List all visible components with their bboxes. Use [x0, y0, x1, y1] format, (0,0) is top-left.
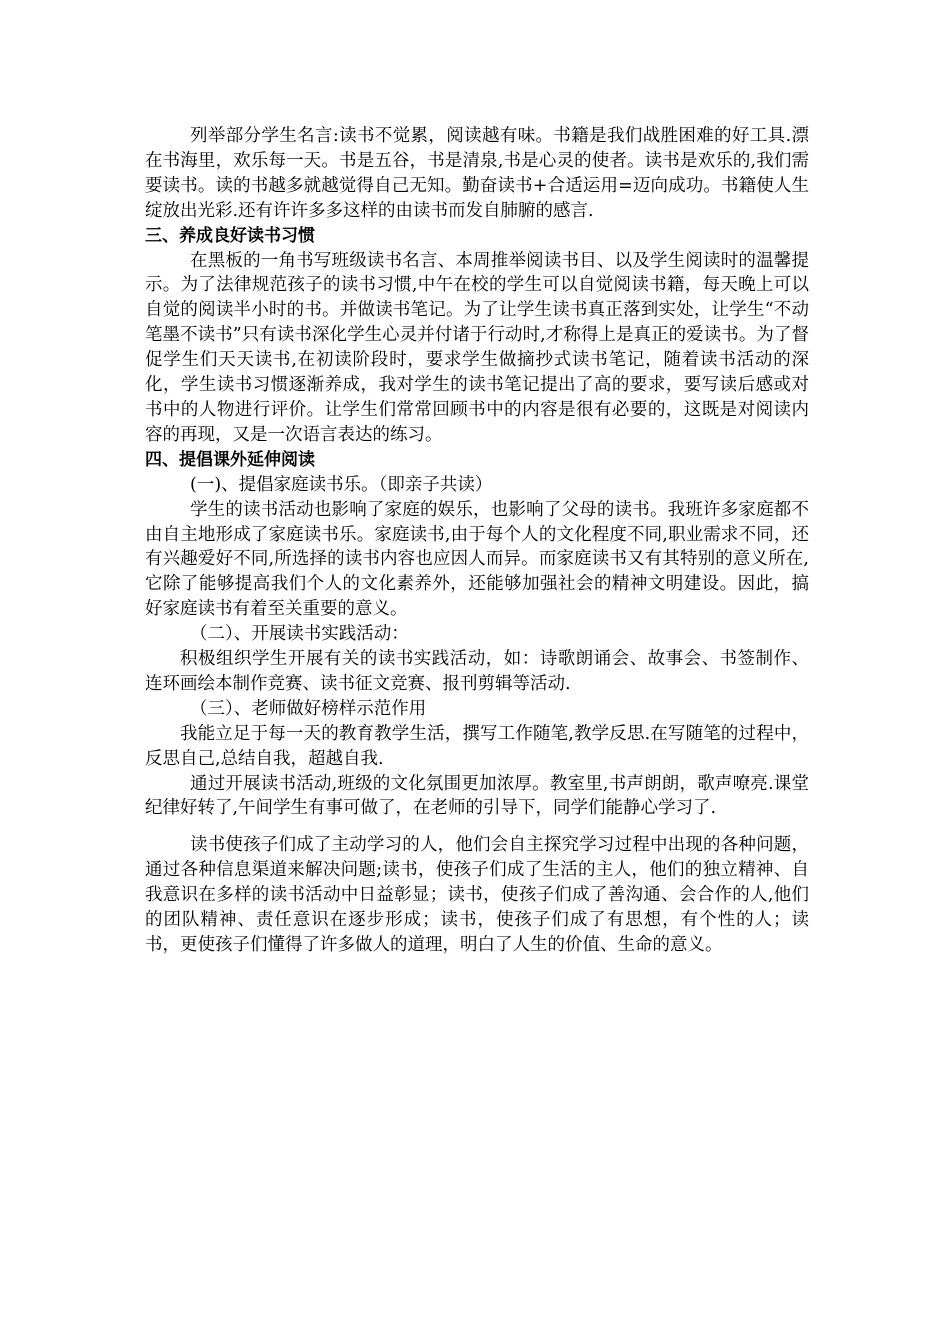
paragraph-reading-activities: 积极组织学生开展有关的读书实践活动，如：诗歌朗诵会、故事会、书签制作、连环画绘本制作竞赛、读书征文竞赛、报刊剪辑等活动.	[145, 649, 809, 694]
section-heading-extended-reading: 四、提倡课外延伸阅读	[145, 449, 315, 470]
subheading-teacher-example: （三）、老师做好榜样示范作用	[190, 698, 427, 719]
paragraph-family-reading: 学生的读书活动也影响了家庭的娱乐，也影响了父母的读书。我班许多家庭都不由自主地形成了家庭读书乐。家庭读书,由于每个人的文化程度不同,职业需求不同，还有兴趣爱好不同,所选择的读书内容也应因人而异。而家庭读书又有其特别的意义所在,它除了能够提高我们个人的文化素养外，还能够加强社会的精神文明建设。因此，搞好家庭读书有着至关重要的意义。	[145, 499, 809, 620]
paragraph-class-atmosphere: 通过开展读书活动,班级的文化氛围更加浓厚。教室里,书声朗朗，歌声嘹亮.课堂纪律好转了,午间学生有事可做了，在老师的引导下，同学们能静心学习了.	[145, 773, 809, 819]
subheading-reading-activities: （二）、开展读书实践活动：	[190, 624, 409, 645]
paragraph-teacher-example: 我能立足于每一天的教育教学生活，撰写工作随笔,教学反思.在写随笔的过程中，反思自己,总结自我，超越自我.	[145, 723, 809, 769]
paragraph-student-quotes: 列举部分学生名言:读书不觉累，阅读越有味。书籍是我们战胜困难的好工具.漂在书海里，欢乐每一天。书是五谷，书是清泉,书是心灵的使者。读书是欢乐的,我们需要读书。读的书越多就越觉得自己无知。勤奋读书+合适运用=迈向成功。书籍使人生绽放出光彩.还有许许多多这样的由读书而发自肺腑的感言.	[145, 126, 809, 221]
section-heading-reading-habits: 三、养成良好读书习惯	[145, 225, 315, 246]
document-page	[145, 124, 809, 958]
subheading-family-reading: (一)、提倡家庭读书乐。（即亲子共读）	[190, 474, 493, 495]
paragraph-reading-habits: 在黑板的一角书写班级读书名言、本周推举阅读书目、以及学生阅读时的温馨提示。为了法律规范孩子的读书习惯,中午在校的学生可以自觉阅读书籍，每天晚上可以自觉的阅读半小时的书。并做读书笔记。为了让学生读书真正落到实处，让学生“不动笔墨不读书”只有读书深化学生心灵并付诸于行动时,才称得上是真正的爱读书。为了督促学生们天天读书,在初读阶段时，要求学生做摘抄式读书笔记，随着读书活动的深化，学生读书习惯逐渐养成，我对学生的读书笔记提出了高的要求，要写读后感或对书中的人物进行评价。让学生们常常回顾书中的内容是很有必要的，这既是对阅读内容的再现，又是一次语言表达的练习。	[145, 250, 809, 445]
paragraph-reading-benefits: 读书使孩子们成了主动学习的人，他们会自主探究学习过程中出现的各种问题，通过各种信息渠道来解决问题;读书，使孩子们成了生活的主人，他们的独立精神、自我意识在多样的读书活动中日益彰显；读书，使孩子们成了善沟通、会合作的人,他们的团队精神、责任意识在逐步形成；读书，使孩子们成了有思想，有个性的人；读书，更使孩子们懂得了许多做人的道理，明白了人生的价值、生命的意义。	[145, 835, 809, 955]
